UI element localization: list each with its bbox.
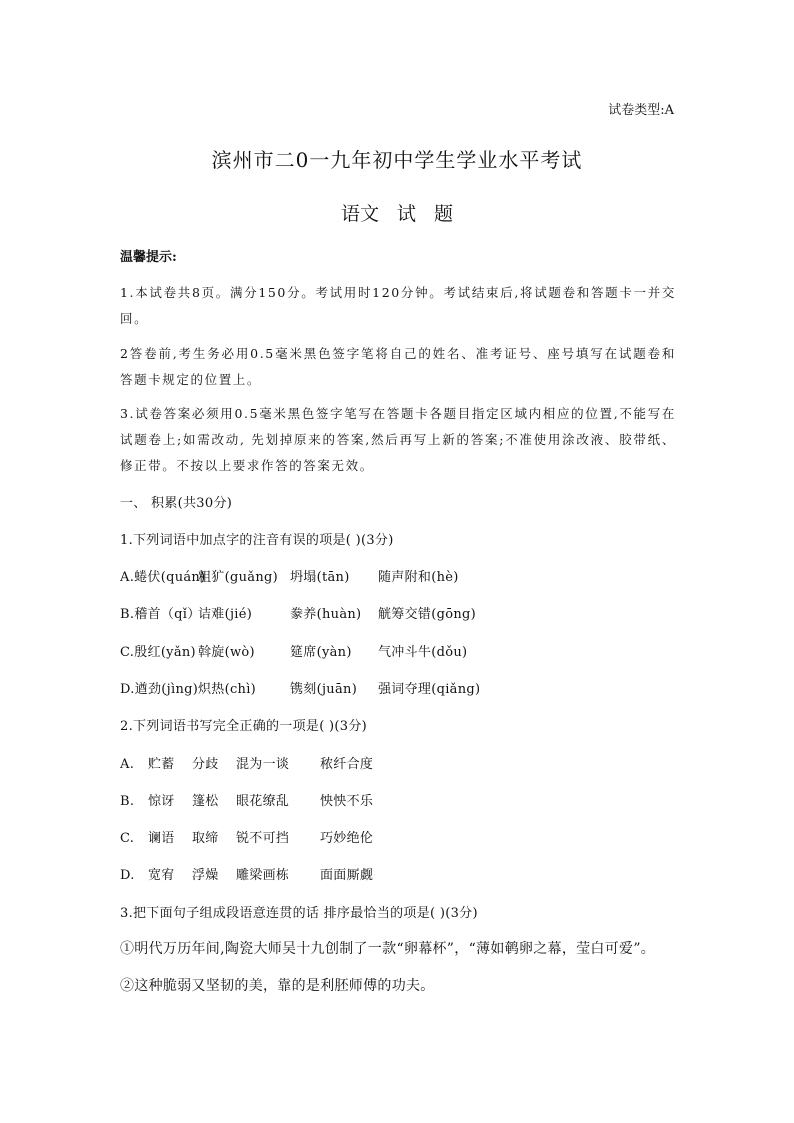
q1-b-word-3: 豢养(huàn) xyxy=(290,607,362,622)
q1-option-a xyxy=(120,566,459,585)
q1-c-word-2: 斡旋(wò) xyxy=(198,645,255,660)
q2-c-word-4: 巧妙绝伦 xyxy=(320,831,374,846)
exam-type-label: 试卷类型:A xyxy=(608,103,674,118)
q2-a-word-2: 分歧 xyxy=(192,757,219,772)
q1-d-word-2: 炽热(chì) xyxy=(198,682,257,697)
q2-option-d xyxy=(120,864,373,883)
tip-item-3: 3.试卷答案必须用0.5毫米黑色签字笔写在答题卡各题目指定区域内相应的位置,不能写在试题卷上;如需改动, 先划掉原来的答案,然后再写上新的答案;不准使用涂改液、胶带纸、修正带。不按以上要求作答的答案无效。 xyxy=(120,406,676,473)
q2-d-word-1: 宽宥 xyxy=(148,868,175,883)
q2-c-word-3: 锐不可挡 xyxy=(236,831,290,846)
q2-c-word-2: 取缔 xyxy=(192,831,219,846)
q2-option-b xyxy=(120,790,373,809)
q1-a-word-4: 随声附和(hè) xyxy=(378,570,459,585)
q1-c-word-1: C.殷红(yǎn) xyxy=(120,645,196,660)
q1-a-word-3: 坍塌(tān) xyxy=(290,570,350,585)
q2-b-word-3: 眼花缭乱 xyxy=(236,794,290,809)
q2-a-word-1: 贮蓄 xyxy=(148,757,175,772)
q2-d-word-2: 浮燥 xyxy=(192,868,219,883)
tip-item-2: 2答卷前,考生务必用0.5毫米黑色签字笔将自己的姓名、准考证号、座号填写在试题卷和答题卡规定的位置上。 xyxy=(120,346,676,387)
q2-b-word-2: 篷松 xyxy=(192,794,219,809)
q1-c-word-4: 气冲斗牛(dǒu) xyxy=(378,645,468,660)
q1-b-word-4: 觥筹交错(gōng) xyxy=(378,607,476,622)
subtitle-part-2: 试 xyxy=(396,203,416,225)
q1-option-b xyxy=(120,603,476,622)
exam-title: 滨州市二0一九年初中学生学业水平考试 xyxy=(211,148,583,172)
q1-option-d xyxy=(120,678,480,697)
q2-c-word-1: 谰语 xyxy=(148,831,175,846)
question-2-stem: 2.下列词语书写完全正确的一项是( )(3分) xyxy=(120,719,367,734)
q2-option-c xyxy=(120,827,373,846)
section-heading: 一、 积累(共30分) xyxy=(120,496,233,511)
subtitle-part-3: 题 xyxy=(434,203,454,225)
q2-c-letter: C. xyxy=(120,831,135,846)
q3-sentence-2: ②这种脆弱又坚韧的美，靠的是利胚师傅的功夫。 xyxy=(120,978,435,994)
question-1-stem: 1.下列词语中加点字的注音有误的项是( )(3分) xyxy=(120,533,394,548)
q1-a-word-2: 粗犷(guǎng) xyxy=(198,570,278,585)
exam-subtitle xyxy=(0,199,794,226)
q1-c-word-3: 筵席(yàn) xyxy=(290,645,352,660)
q2-option-a xyxy=(120,753,373,772)
q1-d-word-4: 强词夺理(qiǎng) xyxy=(378,682,481,697)
q2-a-word-4: 秾纤合度 xyxy=(320,757,374,772)
question-3-stem: 3.把下面句子组成段语意连贯的话 排序最恰当的项是( )(3分) xyxy=(120,906,478,921)
q1-b-word-2: 诘难(jié) xyxy=(198,607,253,622)
q2-b-letter: B. xyxy=(120,794,135,809)
q1-option-c xyxy=(120,641,467,660)
q1-a-word-1: A.蜷伏(quán) xyxy=(120,570,206,585)
subtitle-part-1: 语文 xyxy=(340,203,379,225)
q2-d-word-3: 雕梁画栋 xyxy=(236,868,290,883)
q1-d-word-3: 镌刻(juān) xyxy=(290,682,358,697)
q2-a-word-3: 混为一谈 xyxy=(236,757,290,772)
q1-d-word-1: D.遒劲(jìng) xyxy=(120,682,199,697)
q3-sentence-1: ①明代万历年间,陶瓷大师吴十九创制了一款“卵幕杯”，“薄如鹌卵之幕，莹白可爱”。 xyxy=(120,941,656,957)
q2-b-word-1: 惊讶 xyxy=(148,794,175,809)
q2-a-letter: A. xyxy=(120,757,135,772)
q2-b-word-4: 怏怏不乐 xyxy=(320,794,374,809)
q2-d-letter: D. xyxy=(120,868,135,883)
tip-item-1: 1.本试卷共8页。满分150分。考试用时120分钟。考试结束后,将试题卷和答题卡一并交回。 xyxy=(120,285,676,326)
q2-d-word-4: 面面厮觑 xyxy=(320,868,374,883)
q1-b-word-1: B.稽首（qǐ） xyxy=(120,607,201,622)
tips-heading: 温馨提示: xyxy=(120,250,177,265)
